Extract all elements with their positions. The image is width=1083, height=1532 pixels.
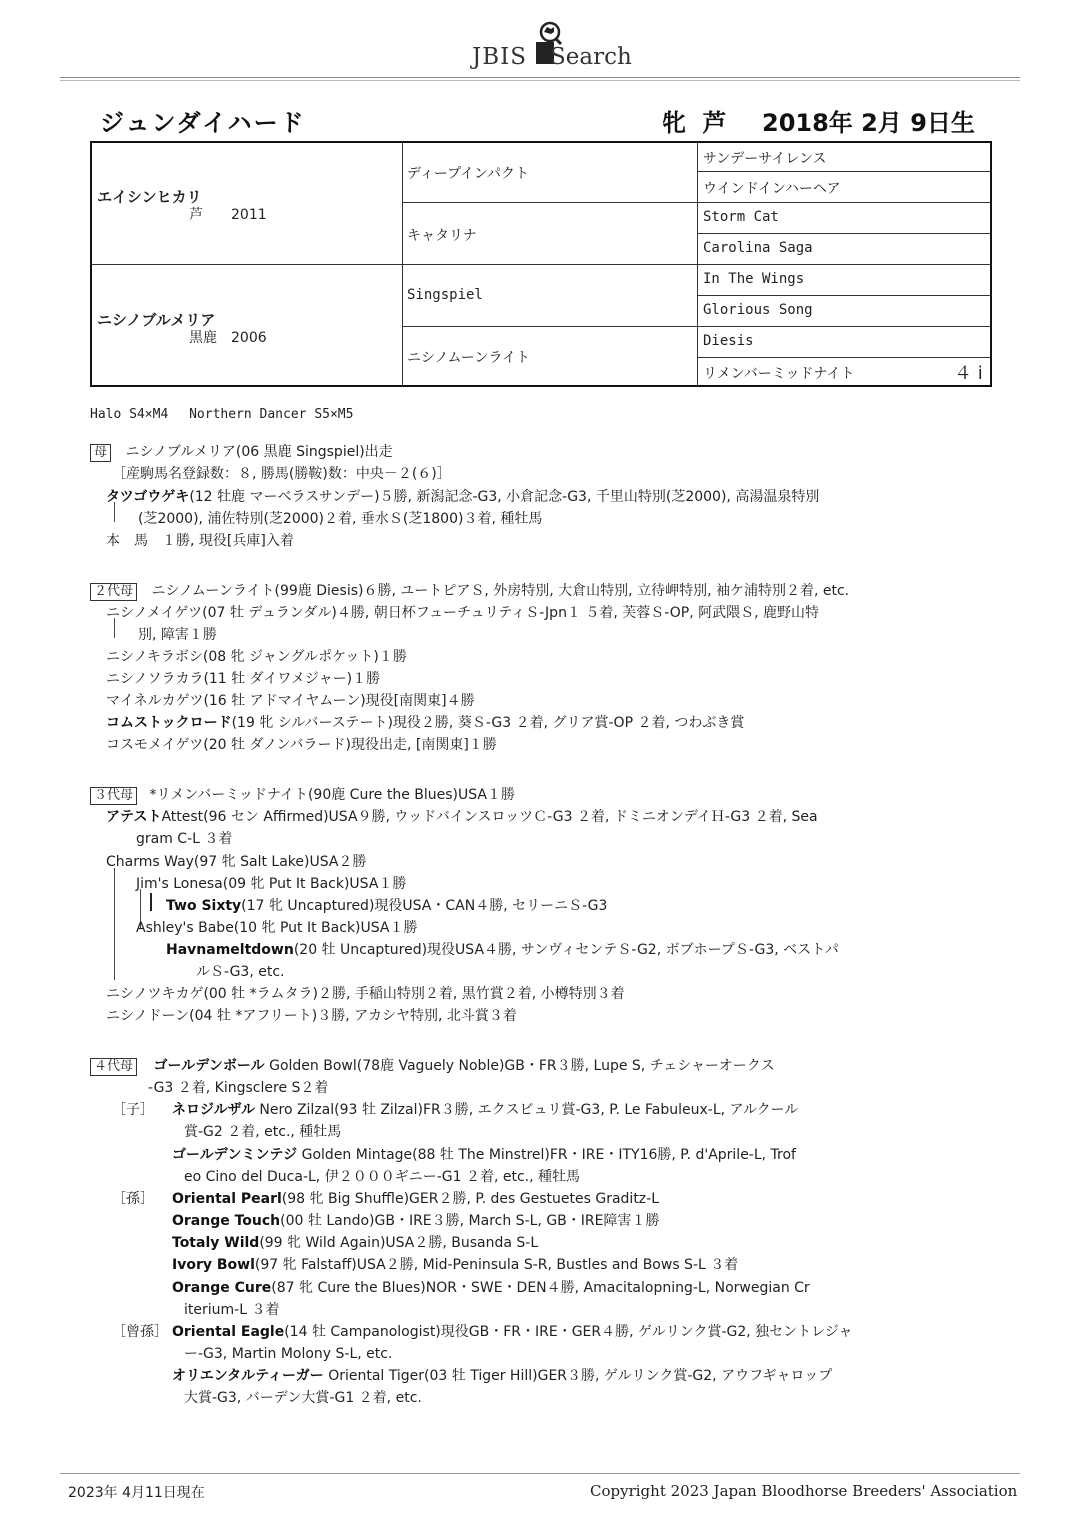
sire-name: エイシンヒカリ	[97, 188, 202, 206]
progeny-detail: (00 牡 Lando)GB・IRE３勝, March S-L, GB・IRE障害１勝	[280, 1213, 660, 1229]
dam4-child-2	[172, 1144, 796, 1164]
progeny-detail: (12 牡鹿 マーベラスサンデー)５勝, 新潟記念-G3, 小倉記念-G3, 千里山特別(芝2000), 高湯温泉特別	[189, 489, 820, 505]
gen3-5: In The Wings	[703, 271, 805, 287]
progeny-name: Oriental Pearl	[172, 1191, 282, 1207]
tree-line	[114, 502, 115, 522]
progeny-name: Orange Cure	[172, 1280, 272, 1296]
dam3-greatgrand-2-cont: ルＳ-G3, etc.	[196, 964, 285, 980]
dam3-section-heading	[90, 784, 515, 805]
dam4-grand-5	[172, 1277, 810, 1297]
progeny-name: コムストックロード	[106, 715, 232, 731]
progeny-detail: (17 牝 Uncaptured)現役USA・CAN４勝, セリーニＳ-G3	[241, 898, 608, 914]
gen3-7: Diesis	[703, 333, 754, 349]
dam2-label: ２代母	[90, 583, 137, 601]
gen3-1: サンデーサイレンス	[703, 151, 827, 167]
dam-line: ニシノブルメリア(06 黒鹿 Singspiel)出走	[125, 444, 393, 460]
progeny-name: Oriental Eagle	[172, 1324, 285, 1340]
progeny-detail: Attest(96 セン Affirmed)USA９勝, ウッドバインスロッツＣ-G3 ２着, ドミニオンデイＨ-G3 ２着, Sea	[161, 809, 818, 825]
dam4-great-2	[172, 1365, 832, 1385]
dam-info: 黒鹿 2006	[189, 330, 267, 346]
inbreeding-line: Halo S4×M4 Northern Dancer S5×M5	[90, 407, 354, 422]
dam-label: 母	[90, 444, 111, 462]
dam3-label: ３代母	[90, 787, 137, 805]
tree-line	[114, 868, 115, 980]
dam4-child-1	[172, 1099, 798, 1119]
horse-sex-color: 牝 芦	[662, 109, 731, 137]
tag-grandchild: ［孫］	[112, 1191, 154, 1207]
logo-jbis-text: JBIS	[472, 44, 527, 70]
progeny-name: Orange Touch	[172, 1213, 281, 1229]
sire-info: 芦 2011	[189, 207, 267, 223]
header-divider-2	[60, 80, 1020, 81]
progeny-name: Ivory Bowl	[172, 1257, 255, 1273]
gen3-8: リメンバーミッドナイト	[703, 366, 855, 382]
progeny-name: ゴールデンミンテジ	[172, 1147, 298, 1163]
inbreeding-marker: ４ i	[954, 363, 983, 384]
dam3-progeny-1	[106, 806, 818, 826]
progeny-detail: (98 牝 Big Shuffle)GER２勝, P. des Gestuetes Graditz-L	[281, 1191, 660, 1207]
header-divider	[60, 77, 1020, 78]
dam2-progeny-5	[106, 712, 744, 732]
dam4-line-cont: -G3 ２着, Kingsclere S２着	[148, 1080, 329, 1096]
jbis-search-logo	[470, 18, 640, 74]
dam3-line: *リメンバーミッドナイト(90鹿 Cure the Blues)USA１勝	[149, 787, 515, 803]
logo-search-text: Search	[550, 44, 632, 70]
dam-progeny-1	[106, 486, 819, 506]
footer-copyright: Copyright 2023 Japan Bloodhorse Breeders' Association	[590, 1482, 1018, 1500]
dam3-progeny-2: Charms Way(97 牝 Salt Lake)USA２勝	[106, 854, 367, 870]
dam4-line: Golden Bowl(78鹿 Vaguely Noble)GB・FR３勝, Lupe S, チェシャーオークス	[264, 1058, 775, 1074]
dam-stats: ［産駒馬名登録数：８, 勝馬(勝鞍)数：中央－２(６)］	[112, 466, 451, 482]
dam4-grand-3	[172, 1232, 538, 1252]
dam4-child-1-cont: 賞-G2 ２着, etc., 種牡馬	[184, 1124, 342, 1140]
gen3-2: ウインドインハーヘア	[703, 181, 841, 197]
progeny-name: Totaly Wild	[172, 1235, 260, 1251]
progeny-detail: Nero Zilzal(93 牡 Zilzal)FR３勝, エクスビュリ賞-G3, P. Le Fabuleux-L, アルクール	[254, 1102, 799, 1118]
progeny-name: タツゴウゲキ	[106, 489, 190, 505]
footer-divider	[60, 1473, 1020, 1474]
sire-sire: ディープインパクト	[407, 166, 529, 182]
dam4-grand-4	[172, 1254, 738, 1274]
dam-dam: ニシノムーンライト	[407, 350, 531, 366]
dam3-greatgrand-2	[166, 939, 839, 959]
progeny-detail: (97 牝 Falstaff)USA２勝, Mid-Peninsula S-R, Bustles and Bows S-L ３着	[254, 1257, 739, 1273]
dam2-progeny-1: ニシノメイゲツ(07 牡 デュランダル)４勝, 朝日杯フューチュリティＳ-Jpn１ ５着, 芙蓉Ｓ-OP, 阿武隈Ｓ, 鹿野山特	[106, 605, 819, 621]
tree-line	[114, 618, 115, 638]
dam-name: ニシノブルメリア	[97, 311, 216, 329]
dam3-grandprogeny-2: Ashley's Babe(10 牝 Put It Back)USA１勝	[136, 920, 418, 936]
progeny-detail: (19 牝 シルバーステート)現役２勝, 葵Ｓ-G3 ２着, グリア賞-OP ２着, つわぶき賞	[231, 715, 745, 731]
dam3-progeny-1-cont: gram C-L ３着	[136, 831, 233, 847]
dam4-grand-1	[172, 1188, 659, 1208]
tag-greatgrandchild: ［曾孫］	[112, 1324, 168, 1340]
dam4-great-1-cont: ー-G3, Martin Molony S-L, etc.	[184, 1346, 393, 1362]
gen3-3: Storm Cat	[703, 209, 779, 225]
progeny-name: アテスト	[106, 809, 162, 825]
horse-name: ジュンダイハード	[100, 109, 306, 137]
progeny-name: オリエンタルティーガー	[172, 1368, 324, 1384]
progeny-name: Havnameltdown	[166, 942, 294, 958]
dam4-great-2-cont: 大賞-G3, バーデン大賞-G1 ２着, etc.	[184, 1390, 422, 1406]
dam4-label: ４代母	[90, 1058, 137, 1076]
dam4-child-2-cont: eo Cino del Duca-L, 伊２０００ギニー-G1 ２着, etc., 種牡馬	[184, 1169, 581, 1185]
progeny-detail: (14 牡 Campanologist)現役GB・FR・IRE・GER４勝, ゲルリンク賞-G2, 独セントレジャ	[284, 1324, 853, 1340]
dam4-grand-5-cont: iterium-L ３着	[184, 1302, 280, 1318]
dam4-name: ゴールデンボール	[153, 1058, 265, 1074]
progeny-detail: Golden Mintage(88 牡 The Minstrel)FR・IRE・ITY16勝, P. d'Aprile-L, Trof	[297, 1147, 796, 1163]
sire-dam: キャタリナ	[407, 228, 477, 244]
dam4-section-heading	[90, 1055, 775, 1076]
dam2-progeny-2: ニシノキラボシ(08 牝 ジャングルポケット)１勝	[106, 649, 407, 665]
progeny-detail: (20 牡 Uncaptured)現役USA４勝, サンヴィセンテＳ-G2, ボブホープＳ-G3, ベストパ	[293, 942, 839, 958]
dam2-progeny-6: コスモメイゲツ(20 牡 ダノンバラード)現役出走, [南関東]１勝	[106, 737, 497, 753]
dam2-line: ニシノムーンライト(99鹿 Diesis)６勝, ユートピアＳ, 外房特別, 大倉山特別, 立待岬特別, 袖ケ浦特別２着, etc.	[151, 583, 850, 599]
horse-birthdate: 2018年 2月 9日生	[762, 109, 975, 137]
tag-child: ［子］	[112, 1102, 154, 1118]
progeny-detail: Oriental Tiger(03 牡 Tiger Hill)GER３勝, ゲルリンク賞-G2, アウフギャロップ	[323, 1368, 833, 1384]
progeny-name: Two Sixty	[166, 898, 242, 914]
dam2-progeny-3: ニシノソラカラ(11 牡 ダイワメジャー)１勝	[106, 671, 381, 687]
dam-section-heading	[90, 441, 393, 462]
gen3-6: Glorious Song	[703, 302, 813, 318]
dam2-progeny-4: マイネルカゲツ(16 牡 アドマイヤムーン)現役[南関東]４勝	[106, 693, 475, 709]
dam2-section-heading	[90, 580, 849, 601]
dam-sire: Singspiel	[407, 287, 483, 303]
dam-progeny-self: 本 馬 １勝, 現役[兵庫]入着	[106, 533, 294, 549]
dam3-greatgrand-1	[166, 895, 607, 915]
dam4-grand-2	[172, 1210, 659, 1230]
dam4-great-1	[172, 1321, 853, 1341]
dam3-progeny-3: ニシノツキカゲ(00 牡 *ラムタラ)２勝, 手稲山特別２着, 黒竹賞２着, 小樽特別３着	[106, 986, 625, 1002]
dam3-progeny-4: ニシノドーン(04 牡 *アフリート)３勝, アカシヤ特別, 北斗賞３着	[106, 1008, 517, 1024]
progeny-detail: (87 牝 Cure the Blues)NOR・SWE・DEN４勝, Amacitalopning-L, Norwegian Cr	[271, 1280, 810, 1296]
dam3-grandprogeny-1: Jim's Lonesa(09 牝 Put It Back)USA１勝	[136, 876, 407, 892]
dam-progeny-1-cont: (芝2000), 浦佐特別(芝2000)２着, 垂水Ｓ(芝1800)３着, 種牡馬	[138, 511, 543, 527]
tree-line	[150, 893, 152, 911]
progeny-name: ネロジルザル	[172, 1102, 255, 1118]
gen3-4: Carolina Saga	[703, 240, 813, 256]
pedigree-table	[90, 141, 992, 387]
dam2-progeny-1-cont: 別, 障害１勝	[138, 627, 217, 643]
footer-date: 2023年 4月11日現在	[68, 1485, 205, 1501]
progeny-detail: (99 牝 Wild Again)USA２勝, Busanda S-L	[259, 1235, 539, 1251]
